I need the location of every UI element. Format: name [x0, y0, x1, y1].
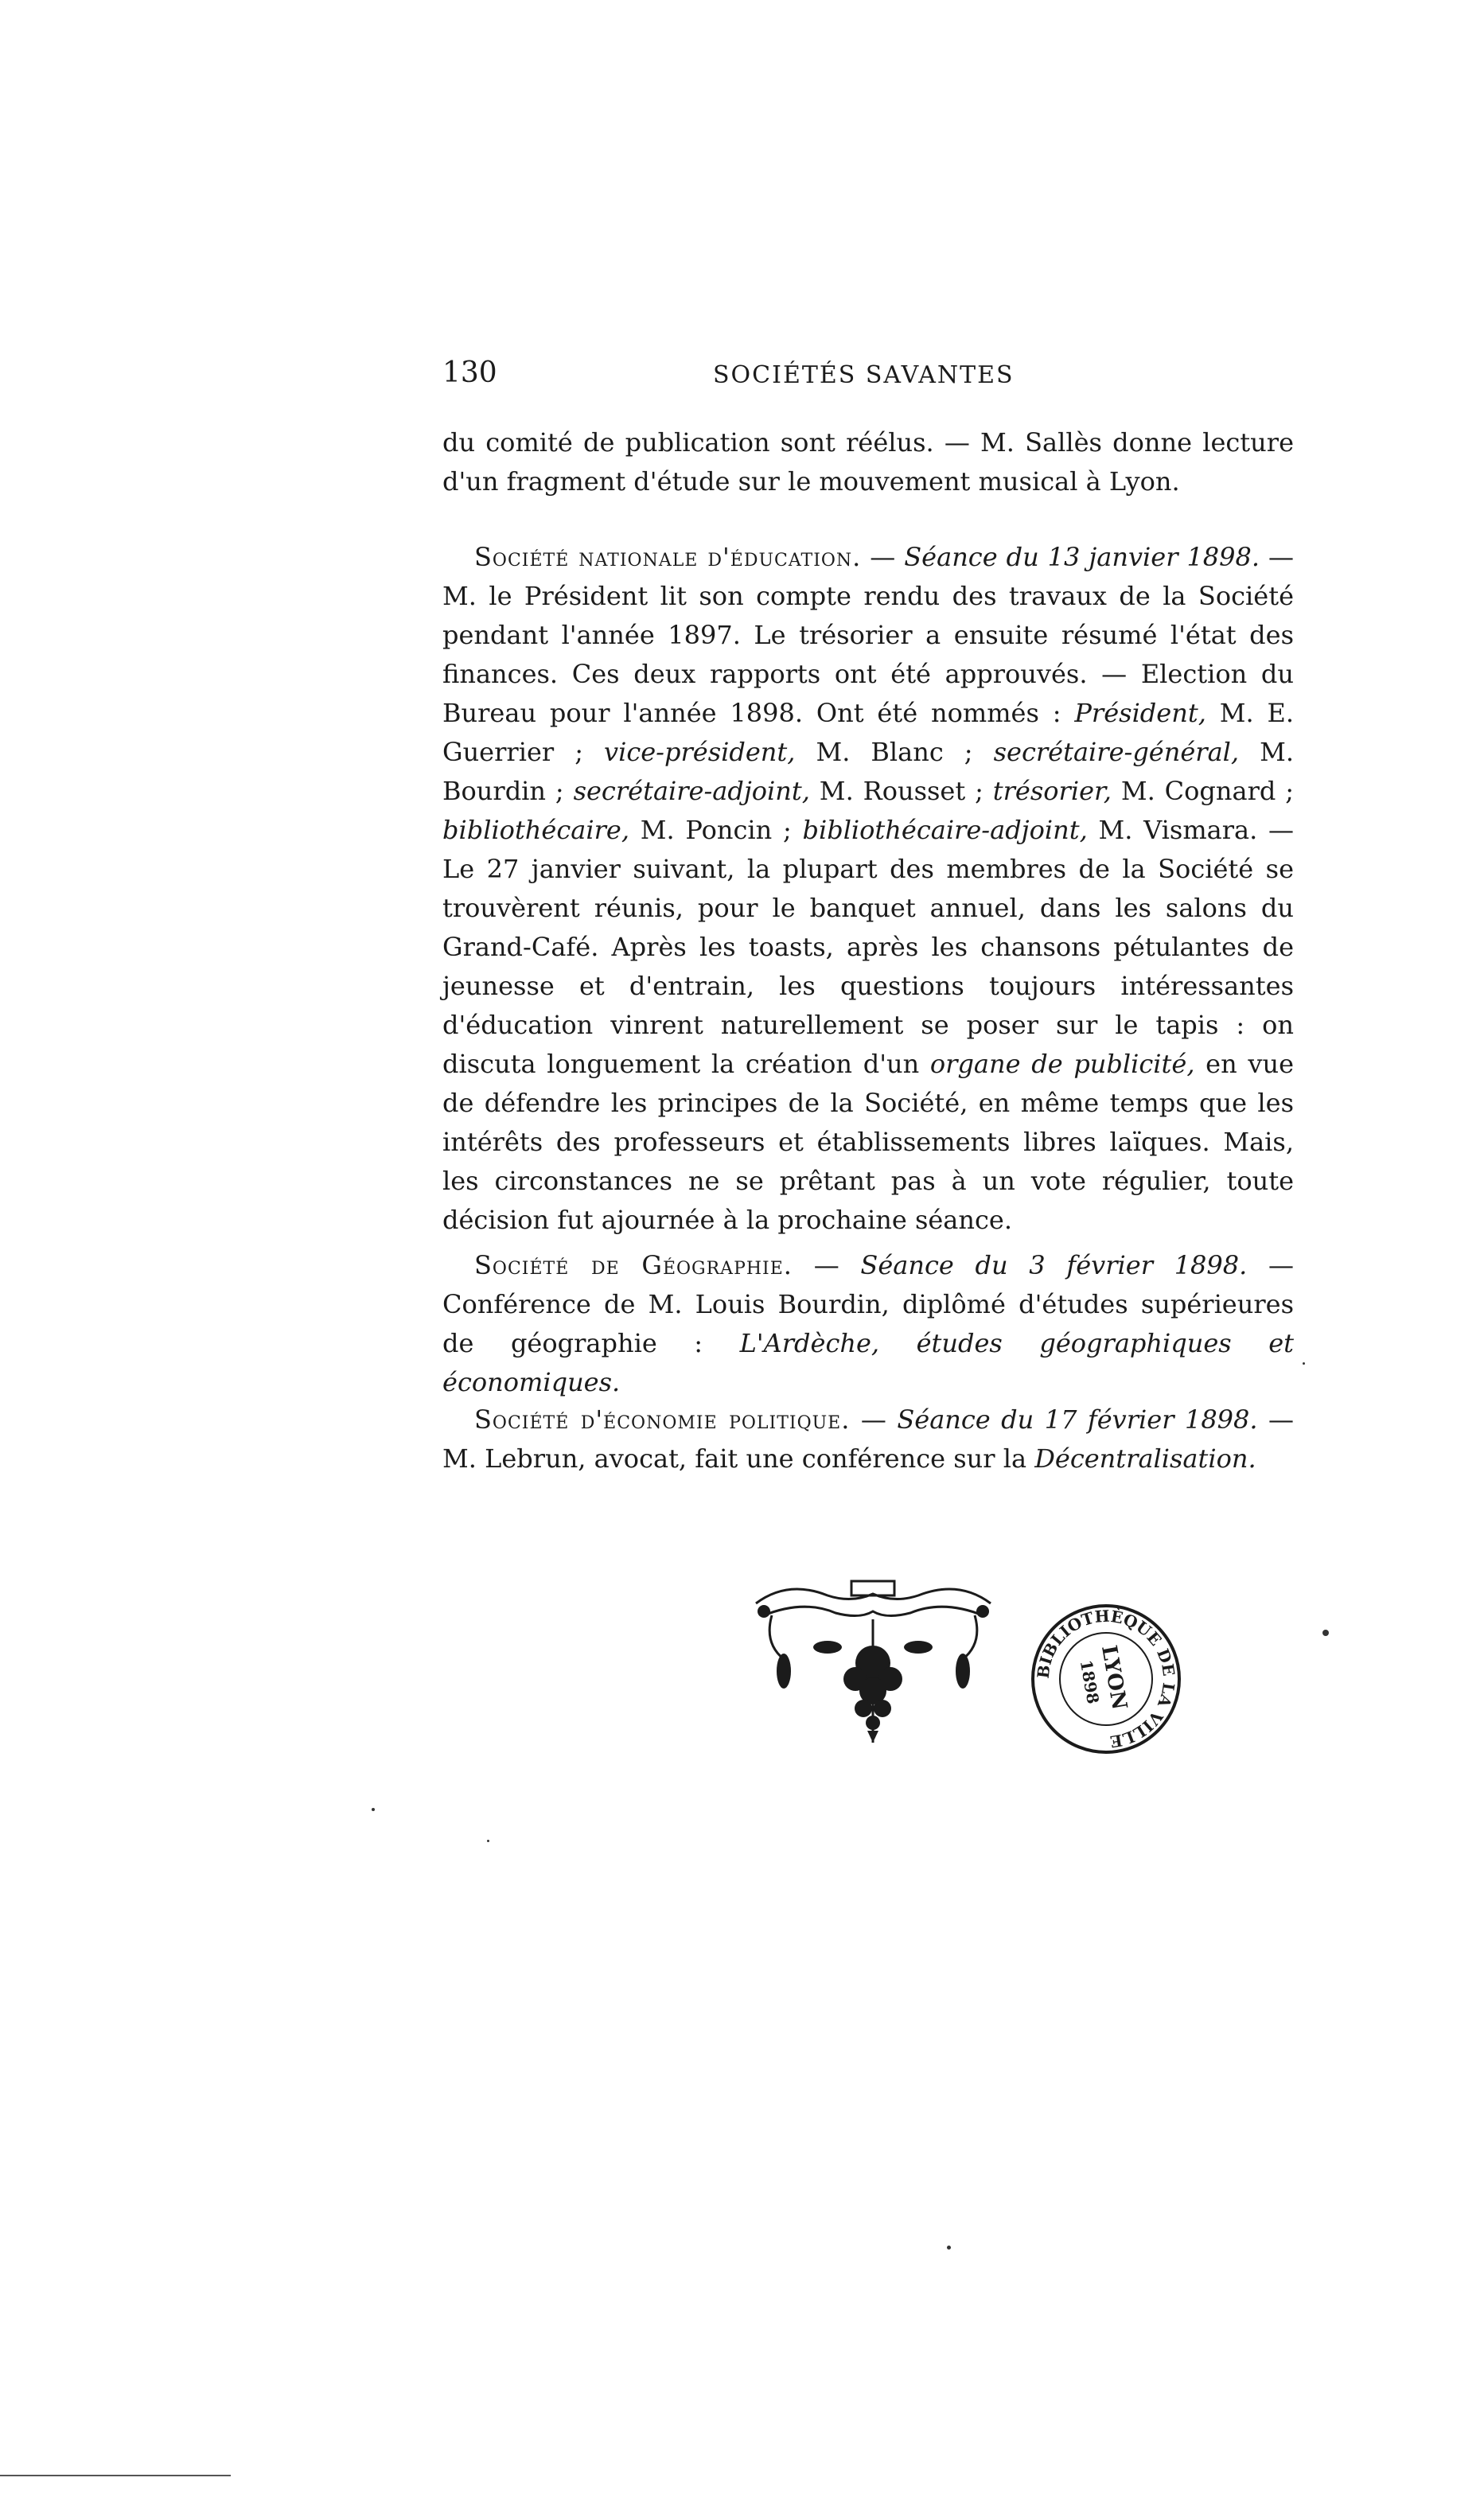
library-stamp — [1026, 1599, 1186, 1759]
society-name: Société nationale d'éducation. — [474, 542, 862, 572]
paragraph-societe-education — [442, 538, 1294, 1240]
text-run: M. Cognard ; — [1111, 776, 1295, 806]
society-name: Société d'économie politique. — [474, 1404, 851, 1435]
stamp-city: LYON — [1096, 1643, 1132, 1712]
text-run: M. Poncin ; — [629, 815, 803, 845]
role-label: vice-président, — [604, 737, 796, 767]
ink-speck — [1322, 1630, 1329, 1636]
ink-speck — [947, 2246, 951, 2250]
ink-speck — [372, 1808, 375, 1811]
paragraph-societe-geographie — [442, 1246, 1294, 1402]
text-run: M. Rousset ; — [809, 776, 993, 806]
text-run: — M. Lebrun, avocat, fait une conférence sur la — [442, 1404, 1295, 1474]
ink-speck — [1303, 1362, 1305, 1365]
page-header — [442, 356, 1294, 404]
role-label: bibliothécaire-adjoint, — [802, 815, 1088, 845]
role-label: secrétaire-adjoint, — [573, 776, 810, 806]
stamp-year: 1898 — [1076, 1658, 1103, 1706]
page-number: 130 — [442, 356, 497, 389]
ink-speck — [487, 1840, 489, 1842]
role-label: Président, — [1074, 698, 1206, 728]
emphasis: organe de publicité, — [929, 1049, 1195, 1079]
text-run: M. Bourdin ; — [442, 737, 1295, 806]
dash: — — [850, 1404, 898, 1435]
role-label: trésorier, — [992, 776, 1112, 806]
dash: — — [861, 542, 905, 572]
topic-title: Décentralisation. — [1034, 1443, 1256, 1474]
text-run: M. Vismara. — Le 27 janvier suivant, la plupart des membres de la Société se trouvèrent réunis, pour le banquet annuel, dans les salons du Grand-Café. Après les toasts, après les chansons pétulantes de jeunesse et d'entrain, les questions toujours intéressantes d'éducation vinrent naturellement se poser sur le tapis : on discuta longuement la création d'un — [442, 815, 1295, 1079]
scan-edge-line — [0, 2475, 231, 2476]
session-date: Séance du 13 janvier 1898. — [904, 542, 1260, 572]
text-run: — Conférence de M. Louis Bourdin, diplômé d'études supérieures de géographie : — [442, 1250, 1294, 1358]
paragraph-societe-economie — [442, 1400, 1294, 1478]
text-run: M. E. Guerrier ; — [442, 698, 1295, 767]
tailpiece-ornament — [740, 1572, 1007, 1755]
running-title: SOCIÉTÉS SAVANTES — [713, 361, 1015, 389]
work-title: L'Ardèche, études géographiques et économiques. — [442, 1328, 1294, 1397]
dash: — — [792, 1250, 861, 1280]
role-label: bibliothécaire, — [442, 815, 629, 845]
text-run: — M. le Président lit son compte rendu des travaux de la Société pendant l'année 1897. Le trésorier a ensuite résumé l'état des finances. Ces deux rapports ont été approuvés. — Election du Bureau pour l'année 1898. Ont été nommés : — [442, 542, 1294, 728]
session-date: Séance du 17 février 1898. — [897, 1404, 1258, 1435]
continuation-text: du comité de publication sont réélus. — M. Sallès donne lecture d'un fragment d'étude sur le mouvement musical à Lyon. — [442, 427, 1294, 497]
text-run: en vue de défendre les principes de la Société, en même temps que les intérêts des professeurs et établissements libres laïques. Mais, les circonstances ne se prêtant pas à un vote régulier, toute décision fut ajournée à la prochaine séance. — [442, 1049, 1294, 1235]
session-date: Séance du 3 février 1898. — [860, 1250, 1248, 1280]
society-name: Société de Géographie. — [474, 1250, 793, 1280]
paragraph-continuation — [442, 423, 1294, 501]
stamp-ring-text: BIBLIOTHÈQUE DE LA VILLE — [1033, 1606, 1179, 1752]
text-run: M. Blanc ; — [795, 737, 994, 767]
role-label: secrétaire-général, — [993, 737, 1240, 767]
